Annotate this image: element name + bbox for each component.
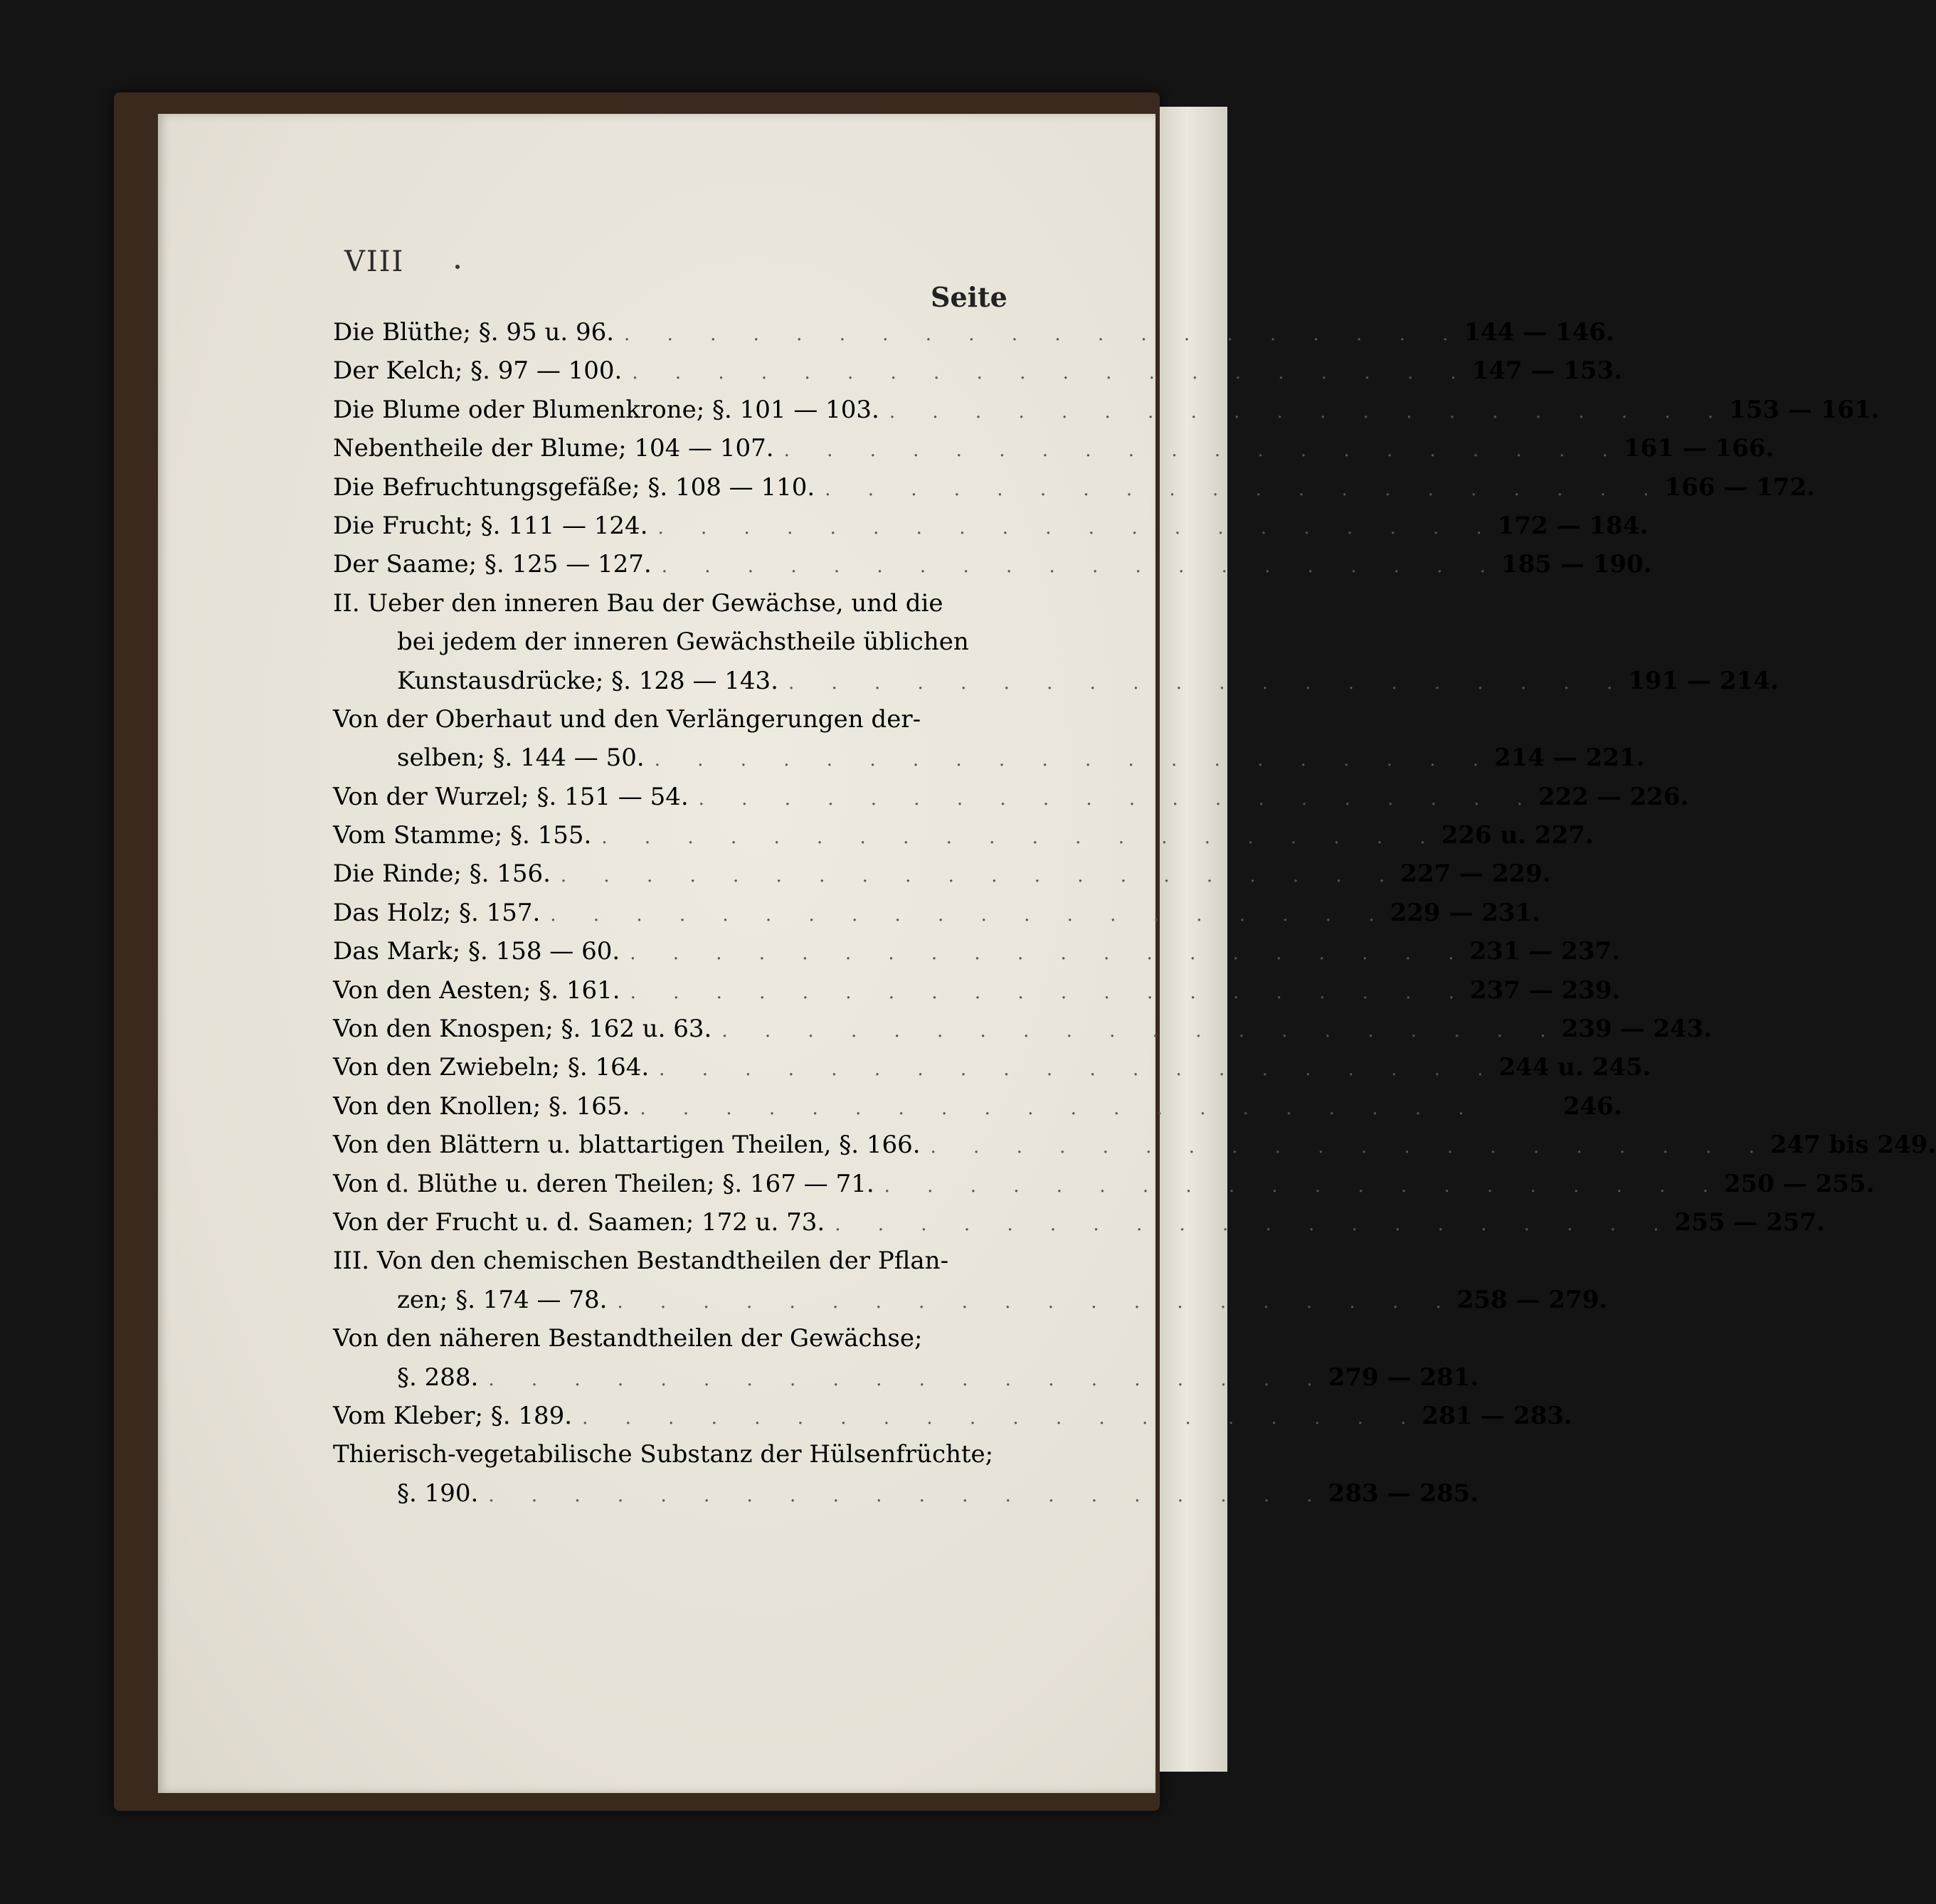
toc-entry: [333, 1358, 1479, 1397]
toc-entry-pages: 172 — 184.: [1497, 511, 1649, 540]
toc-entry-text: Der Kelch; §. 97 — 100.: [333, 356, 623, 386]
toc-entry-text: Thierisch-vegetabilische Substanz der Hülsenfrüchte;: [333, 1440, 994, 1469]
leader-dots: . . . . . . . . . . . . . . . . . . . .: [835, 1213, 1675, 1235]
toc-entry-pages: 250 — 255.: [1723, 1169, 1875, 1198]
leader-dots: . . . . . . . . . . . . . . . . . . . .: [640, 1097, 1480, 1119]
toc-entry: [333, 1435, 1046, 1474]
toc-entry: [333, 1319, 1046, 1358]
leader-dots: . . . . . . . . . . . . . . . . . . . .: [698, 788, 1538, 810]
leader-dots: . . . . . . . . . . . . . . . . . . . .: [657, 517, 1498, 539]
toc-entry: [333, 584, 1046, 623]
toc-entry-pages: 283 — 285.: [1328, 1479, 1479, 1508]
toc-entry: [333, 894, 1541, 932]
toc-entry: [333, 623, 1046, 661]
toc-entry-text: selben; §. 144 — 50.: [397, 744, 645, 773]
toc-entry: [333, 816, 1594, 855]
toc-entry-pages: 258 — 279.: [1456, 1285, 1608, 1314]
leader-dots: . . . . . . . . . . . . . . . . . . . .: [488, 1484, 1328, 1506]
toc-entry-pages: 166 — 172.: [1664, 472, 1815, 502]
toc-entry-pages: 281 — 283.: [1422, 1401, 1572, 1430]
toc-entry: [333, 1126, 1936, 1164]
leader-dots: . . . . . . . . . . . . . . . . . . . .: [488, 1368, 1328, 1390]
toc-entry: [333, 778, 1689, 816]
toc-entry-text: Das Holz; §. 157.: [333, 898, 541, 927]
toc-entry-pages: 247 bis 249.: [1770, 1131, 1936, 1160]
toc-entry-pages: 144 — 146.: [1464, 318, 1614, 347]
toc-entry-pages: 246.: [1562, 1091, 1622, 1121]
toc-entry-text: Von d. Blüthe u. deren Theilen; §. 167 — 71.: [333, 1169, 874, 1198]
toc-entry-text: §. 190.: [397, 1479, 479, 1508]
toc-entry-pages: 229 — 231.: [1390, 898, 1541, 927]
toc-entry-text: Von den Blättern u. blattartigen Theilen, §. 166.: [333, 1131, 921, 1160]
toc-entry-pages: 214 — 221.: [1494, 744, 1645, 773]
toc-entry: [333, 700, 1046, 739]
leader-dots: . . . . . . . . . . . . . . . . . . . .: [632, 362, 1472, 384]
leader-dots: . . . . . . . . . . . . . . . . . . . .: [788, 672, 1629, 694]
toc-entry: [333, 1010, 1713, 1048]
toc-entry-pages: 153 — 161.: [1729, 395, 1880, 424]
leader-dots: . . . . . . . . . . . . . . . . . . . .: [930, 1136, 1770, 1158]
toc-entry: [333, 1087, 1622, 1126]
toc-entry: [333, 1048, 1651, 1086]
toc-entry-pages: 185 — 190.: [1501, 550, 1652, 579]
toc-entry-text: Die Rinde; §. 156.: [333, 860, 551, 889]
toc-entry-text: Von den Knollen; §. 165.: [333, 1091, 630, 1121]
leader-dots: . . . . . . . . . . . . . . . . . . . .: [630, 943, 1470, 965]
toc-entry: [333, 1242, 1046, 1280]
toc-entry-pages: 239 — 243.: [1561, 1015, 1713, 1044]
leader-dots: . . . . . . . . . . . . . . . . . . . .: [630, 981, 1470, 1003]
column-header-seite: Seite: [931, 281, 1007, 313]
toc-entry-pages: 222 — 226.: [1538, 782, 1689, 811]
toc-entry-pages: 255 — 257.: [1674, 1207, 1826, 1237]
toc-entry-pages: 147 — 153.: [1471, 356, 1623, 386]
toc-entry-pages: 244 u. 245.: [1498, 1053, 1651, 1082]
leader-dots: . . . . . . . . . . . . . . . . . . . .: [617, 1291, 1457, 1313]
leader-dots: . . . . . . . . . . . . . . . . . . . .: [889, 401, 1730, 423]
toc-entry: [333, 507, 1649, 545]
toc-entry: [333, 391, 1880, 429]
leader-dots: . . . . . . . . . . . . . . . . . . . .: [825, 478, 1665, 500]
leader-dots: . . . . . . . . . . . . . . . . . . . .: [654, 749, 1495, 771]
toc-entry: [333, 1397, 1572, 1435]
toc-entry-text: Die Befruchtungsgefäße; §. 108 — 110.: [333, 472, 815, 502]
toc-entry-pages: 227 — 229.: [1400, 860, 1551, 889]
toc-entry-pages: 231 — 237.: [1469, 937, 1620, 966]
table-of-contents: [333, 313, 1936, 1513]
toc-entry-text: Von den Aesten; §. 161.: [333, 975, 620, 1005]
toc-entry-text: Nebentheile der Blume; 104 — 107.: [333, 434, 774, 463]
toc-entry-pages: 161 — 166.: [1623, 434, 1774, 463]
toc-entry-text: Von der Frucht u. d. Saamen; 172 u. 73.: [333, 1207, 825, 1237]
toc-entry: [333, 351, 1623, 390]
toc-entry: [333, 662, 1779, 700]
toc-entry-text: Kunstausdrücke; §. 128 — 143.: [397, 666, 778, 695]
leader-dots: . . . . . . . . . . . . . . . . . . . .: [661, 556, 1502, 578]
toc-entry-text: Von der Oberhaut und den Verlängerungen der-: [333, 704, 921, 734]
toc-entry: [333, 429, 1774, 467]
toc-entry: [333, 1165, 1875, 1203]
toc-entry-text: Vom Kleber; §. 189.: [333, 1401, 573, 1430]
toc-entry-pages: 279 — 281.: [1328, 1363, 1479, 1392]
toc-entry-text: Von den näheren Bestandtheilen der Gewächse;: [333, 1324, 923, 1353]
leader-dots: . . . . . . . . . . . . . . . . . . . .: [659, 1059, 1499, 1081]
toc-entry-text: Von den Knospen; §. 162 u. 63.: [333, 1015, 712, 1044]
toc-entry: [333, 468, 1815, 507]
toc-entry-text: Die Blüthe; §. 95 u. 96.: [333, 318, 615, 347]
toc-entry-text: Der Saame; §. 125 — 127.: [333, 550, 652, 579]
leader-dots: . . . . . . . . . . . . . . . . . . . .: [560, 865, 1401, 887]
toc-entry-pages: 226 u. 227.: [1441, 821, 1594, 850]
toc-entry-text: §. 288.: [397, 1363, 479, 1392]
toc-entry: [333, 855, 1551, 893]
toc-entry-text: III. Von den chemischen Bestandtheilen der Pflan-: [333, 1247, 949, 1276]
page-number: VIII: [344, 245, 405, 278]
toc-entry: [333, 1203, 1826, 1242]
leader-dots: . . . . . . . . . . . . . . . . . . . .: [601, 827, 1442, 849]
ink-speck: [455, 265, 460, 269]
toc-entry-pages: 191 — 214.: [1628, 666, 1779, 695]
toc-entry: [333, 545, 1652, 583]
leader-dots: . . . . . . . . . . . . . . . . . . . .: [884, 1175, 1724, 1197]
toc-entry: [333, 932, 1620, 970]
toc-entry-text: zen; §. 174 — 78.: [397, 1285, 608, 1314]
toc-entry: [333, 313, 1614, 351]
leader-dots: . . . . . . . . . . . . . . . . . . . .: [783, 440, 1624, 462]
toc-entry: [333, 1474, 1479, 1513]
leader-dots: . . . . . . . . . . . . . . . . . . . .: [624, 324, 1464, 345]
toc-entry-text: Von der Wurzel; §. 151 — 54.: [333, 782, 689, 811]
toc-entry-text: II. Ueber den inneren Bau der Gewächse, und die: [333, 588, 943, 618]
toc-entry: [333, 971, 1621, 1010]
toc-entry-text: Von den Zwiebeln; §. 164.: [333, 1053, 650, 1082]
toc-entry-text: Die Blume oder Blumenkrone; §. 101 — 103.: [333, 395, 879, 424]
toc-entry-text: Vom Stamme; §. 155.: [333, 821, 592, 850]
toc-entry: [333, 1281, 1608, 1319]
toc-entry: [333, 739, 1645, 777]
toc-entry-text: Das Mark; §. 158 — 60.: [333, 937, 620, 966]
leader-dots: . . . . . . . . . . . . . . . . . . . .: [550, 904, 1390, 926]
toc-entry-text: bei jedem der inneren Gewächstheile üblichen: [397, 628, 969, 657]
leader-dots: . . . . . . . . . . . . . . . . . . . .: [721, 1020, 1562, 1042]
toc-entry-pages: 237 — 239.: [1469, 975, 1621, 1005]
toc-entry-text: Die Frucht; §. 111 — 124.: [333, 511, 648, 540]
leader-dots: . . . . . . . . . . . . . . . . . . . .: [582, 1407, 1422, 1429]
